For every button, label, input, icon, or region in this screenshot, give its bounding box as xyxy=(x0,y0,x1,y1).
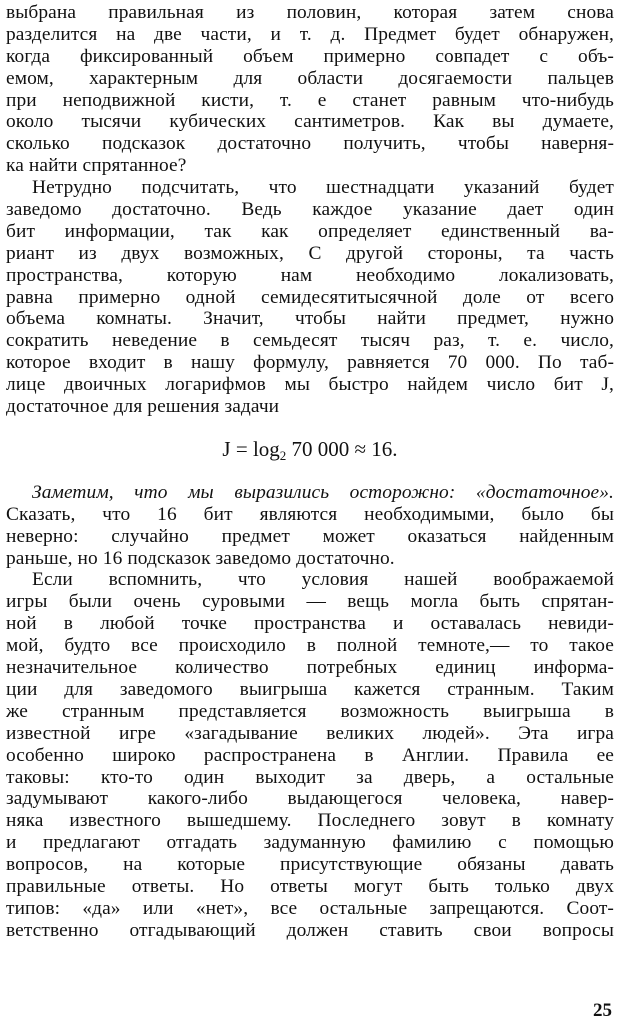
text-line: няка известного вышедшему. Последнего зовут в комнату xyxy=(6,810,614,832)
text-line: которое входит в нашу формулу, равняется 70 000. По таб- xyxy=(6,352,614,374)
text-line: равна примерно одной семидесятитысячной доле от всего xyxy=(6,286,614,308)
text-line: и предлагают отгадать задуманную фамилию с помощью xyxy=(6,832,614,854)
formula xyxy=(6,432,614,466)
text-line: выбрана правильная из половин, которая затем снова xyxy=(6,2,614,23)
text-line: Нетрудно подсчитать, что шестнадцати указаний будет xyxy=(32,177,614,199)
text-line: заведомо достаточно. Ведь каждое указание дает один xyxy=(6,199,614,221)
paragraph-2 xyxy=(6,177,614,418)
text-line: Сказать, что 16 бит являются необходимыми, было бы xyxy=(6,503,614,525)
text-line: особенно широко распространена в Англии. Правила ее xyxy=(6,744,614,766)
text-line: ветственно отгадывающий должен ставить свои вопросы xyxy=(6,919,614,941)
text-line: сократить неведение в семьдесят тысяч раз, т. е. число, xyxy=(6,330,614,352)
text-line: ной в любой точке пространства и оставалась невиди- xyxy=(6,613,614,635)
text-line: же странным представляется возможность выигрыша в xyxy=(6,700,614,722)
page-number: 25 xyxy=(593,1000,612,1021)
text-line: типов: «да» или «нет», все остальные запрещаются. Соот- xyxy=(6,897,614,919)
text-line: незначительное количество потребных единиц информа- xyxy=(6,657,614,679)
text-line: правильные ответы. Но ответы могут быть только двух xyxy=(6,875,614,897)
text-line: задумывают какого-либо выдающегося человека, навер- xyxy=(6,788,614,810)
text-line: вопросов, на которые присутствующие обязаны давать xyxy=(6,854,614,876)
text-line: разделится на две части, и т. д. Предмет будет обнаружен, xyxy=(6,23,614,45)
paragraph-4 xyxy=(6,569,614,941)
text-line: Если вспомнить, что условия нашей воображаемой xyxy=(32,569,614,591)
text-line: около тысячи кубических сантиметров. Как вы думаете, xyxy=(6,111,614,133)
text-line: когда фиксированный объем примерно совпадет с объ- xyxy=(6,45,614,67)
text-line: известной игре «загадывание великих людей». Эта игра xyxy=(6,722,614,744)
paragraph-1 xyxy=(6,2,614,177)
text-line: риант из двух возможных, С другой стороны, та часть xyxy=(6,242,614,264)
text-line: при неподвижной кисти, т. е станет равным что-нибудь xyxy=(6,89,614,111)
text-line: игры были очень суровыми — вещь могла быть спрятан- xyxy=(6,591,614,613)
paragraph-3 xyxy=(6,482,614,570)
text-line: ка найти спрятанное? xyxy=(6,155,187,177)
text-line: достаточное для решения задачи xyxy=(6,396,280,418)
formula-log-base: 2 xyxy=(279,447,287,463)
formula-rhs: 70 000 ≈ 16. xyxy=(286,436,398,461)
text-line: бит информации, так как определяет единственный ва- xyxy=(6,220,614,242)
text-line: объема комнаты. Значит, чтобы найти предмет, нужно xyxy=(6,308,614,330)
text-line: мой, будто все происходило в полной темноте,— то такое xyxy=(6,635,614,657)
text-line: ции для заведомого выигрыша кажется странным. Таким xyxy=(6,678,614,700)
text-line: пространства, которую нам необходимо локализовать, xyxy=(6,264,614,286)
formula-lhs: J = log xyxy=(222,436,280,461)
text-line: сколько подсказок достаточно получить, чтобы наверня- xyxy=(6,133,614,155)
text-line: емом, характерным для области досягаемости пальцев xyxy=(6,67,614,89)
text-line: таковы: кто-то один выходит за дверь, а остальные xyxy=(6,766,614,788)
text-line: неверно: случайно предмет может оказаться найденным xyxy=(6,525,614,547)
text-line: раньше, но 16 подсказок заведомо достаточно. xyxy=(6,547,395,569)
text-line: лице двоичных логарифмов мы быстро найдем число бит J, xyxy=(6,374,614,396)
italic-lead-line: Заметим, что мы выразились осторожно: «достаточное». xyxy=(32,481,614,503)
